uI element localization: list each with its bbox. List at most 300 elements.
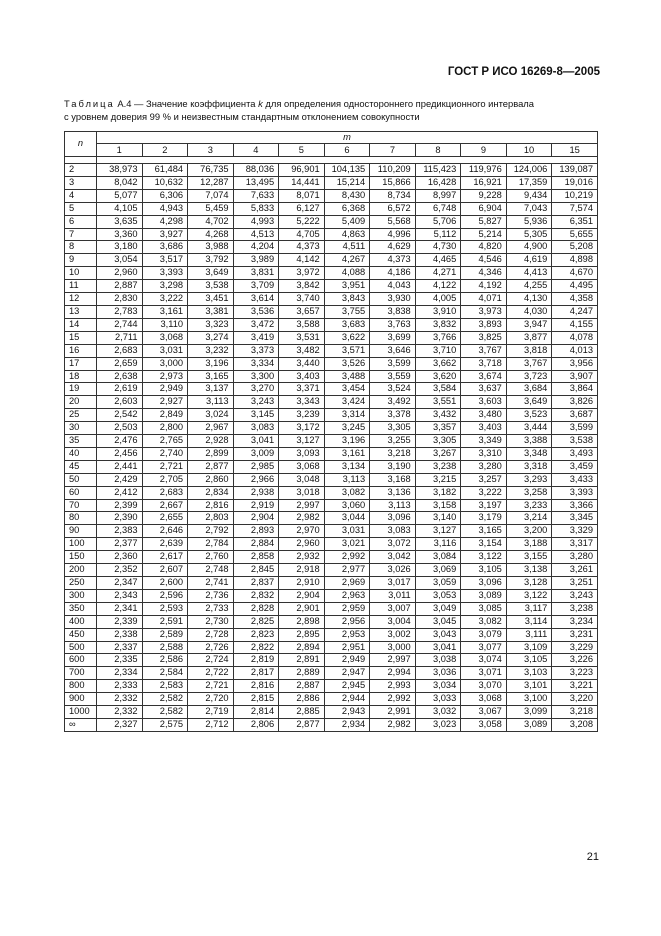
k-value-cell: 2,638	[97, 370, 143, 383]
table-row	[65, 525, 598, 538]
k-value-cell: 3,305	[370, 422, 416, 435]
k-value-cell: 2,895	[279, 628, 325, 641]
k-value-cell: 2,919	[233, 499, 279, 512]
k-value-cell: 5,706	[415, 215, 461, 228]
k-value-cell: 3,635	[97, 215, 143, 228]
document-header: ГОСТ Р ИСО 16269-8—2005	[447, 66, 600, 78]
n-cell: 19	[65, 383, 97, 396]
k-value-cell: 2,949	[324, 654, 370, 667]
k-value-cell: 3,026	[370, 564, 416, 577]
n-cell: 7	[65, 228, 97, 241]
k-value-cell: 2,932	[279, 551, 325, 564]
k-value-cell: 2,960	[97, 267, 143, 280]
k-value-cell: 3,298	[142, 280, 188, 293]
k-value-cell: 3,523	[506, 409, 552, 422]
k-value-cell: 2,973	[142, 370, 188, 383]
k-value-cell: 3,036	[415, 667, 461, 680]
k-value-cell: 17,359	[506, 176, 552, 189]
k-value-cell: 4,863	[324, 228, 370, 241]
k-value-cell: 3,973	[461, 305, 507, 318]
k-value-cell: 2,619	[97, 383, 143, 396]
k-value-cell: 76,735	[188, 164, 234, 177]
k-value-cell: 2,600	[142, 577, 188, 590]
table-row	[65, 228, 598, 241]
k-value-cell: 2,966	[233, 473, 279, 486]
k-value-cell: 3,165	[188, 370, 234, 383]
k-value-cell: 2,889	[279, 667, 325, 680]
n-cell: 35	[65, 435, 97, 448]
table-row	[65, 538, 598, 551]
k-value-cell: 2,588	[142, 641, 188, 654]
k-value-cell: 3,588	[279, 318, 325, 331]
k-value-cell: 2,956	[324, 615, 370, 628]
k-value-cell: 4,495	[552, 280, 598, 293]
m-column-header: 15	[552, 144, 598, 157]
k-value-cell: 2,383	[97, 525, 143, 538]
k-value-cell: 3,393	[142, 267, 188, 280]
k-value-cell: 3,060	[324, 499, 370, 512]
table-row	[65, 577, 598, 590]
k-value-cell: 5,833	[233, 202, 279, 215]
n-cell: 700	[65, 667, 97, 680]
k-value-cell: 4,820	[461, 241, 507, 254]
k-value-cell: 3,024	[188, 409, 234, 422]
n-cell: 6	[65, 215, 97, 228]
table-row	[65, 164, 598, 177]
k-value-cell: 3,222	[461, 486, 507, 499]
k-value-cell: 3,083	[233, 422, 279, 435]
k-value-cell: 2,589	[142, 628, 188, 641]
k-value-cell: 8,734	[370, 189, 416, 202]
table-row	[65, 615, 598, 628]
k-value-cell: 13,495	[233, 176, 279, 189]
k-value-cell: 2,928	[188, 435, 234, 448]
k-value-cell: 3,686	[142, 241, 188, 254]
n-cell: 16	[65, 344, 97, 357]
k-value-cell: 3,221	[552, 680, 598, 693]
k-value-cell: 139,087	[552, 164, 598, 177]
k-value-cell: 2,377	[97, 538, 143, 551]
k-value-cell: 4,071	[461, 293, 507, 306]
k-value-cell: 2,993	[370, 680, 416, 693]
k-value-cell: 119,976	[461, 164, 507, 177]
k-value-cell: 2,740	[142, 447, 188, 460]
k-value-cell: 3,041	[415, 641, 461, 654]
k-value-cell: 2,819	[233, 654, 279, 667]
k-value-cell: 2,893	[233, 525, 279, 538]
k-value-cell: 3,622	[324, 331, 370, 344]
k-value-cell: 3,267	[415, 447, 461, 460]
k-value-cell: 3,231	[552, 628, 598, 641]
k-value-cell: 3,232	[188, 344, 234, 357]
k-value-cell: 2,607	[142, 564, 188, 577]
k-value-cell: 6,748	[415, 202, 461, 215]
k-value-cell: 3,956	[552, 357, 598, 370]
k-value-cell: 3,089	[461, 589, 507, 602]
k-value-cell: 3,099	[506, 706, 552, 719]
n-cell: 90	[65, 525, 97, 538]
k-value-cell: 3,300	[233, 370, 279, 383]
k-value-cell: 3,105	[461, 564, 507, 577]
k-value-cell: 7,574	[552, 202, 598, 215]
k-value-cell: 2,800	[142, 422, 188, 435]
k-value-cell: 3,718	[461, 357, 507, 370]
k-value-cell: 3,345	[552, 512, 598, 525]
n-cell: 60	[65, 486, 97, 499]
k-value-cell: 2,744	[97, 318, 143, 331]
table-row	[65, 331, 598, 344]
k-value-cell: 2,360	[97, 551, 143, 564]
k-value-cell: 3,524	[370, 383, 416, 396]
k-value-cell: 3,145	[233, 409, 279, 422]
k-value-cell: 2,332	[97, 706, 143, 719]
k-value-cell: 5,459	[188, 202, 234, 215]
n-cell: 2	[65, 164, 97, 177]
table-row	[65, 654, 598, 667]
k-value-cell: 5,936	[506, 215, 552, 228]
k-value-cell: 2,721	[188, 680, 234, 693]
k-value-cell: 3,138	[506, 564, 552, 577]
k-value-cell: 2,997	[279, 499, 325, 512]
n-cell: 8	[65, 241, 97, 254]
k-value-cell: 2,951	[324, 641, 370, 654]
coefficient-table	[64, 131, 598, 732]
k-value-cell: 3,233	[506, 499, 552, 512]
k-value-cell: 7,633	[233, 189, 279, 202]
k-value-cell: 3,182	[415, 486, 461, 499]
k-value-cell: 10,219	[552, 189, 598, 202]
k-value-cell: 2,335	[97, 654, 143, 667]
k-value-cell: 2,792	[188, 525, 234, 538]
k-value-cell: 3,127	[415, 525, 461, 538]
table-row	[65, 641, 598, 654]
table-row	[65, 215, 598, 228]
k-value-cell: 3,323	[188, 318, 234, 331]
k-value-cell: 3,042	[370, 551, 416, 564]
k-value-cell: 3,684	[506, 383, 552, 396]
k-value-cell: 3,000	[142, 357, 188, 370]
k-value-cell: 3,792	[188, 254, 234, 267]
k-value-cell: 2,832	[233, 589, 279, 602]
k-value-cell: 3,989	[233, 254, 279, 267]
k-value-cell: 5,214	[461, 228, 507, 241]
k-value-cell: 2,476	[97, 435, 143, 448]
m-column-header: 2	[142, 144, 188, 157]
k-value-cell: 7,074	[188, 189, 234, 202]
k-value-cell: 2,970	[279, 525, 325, 538]
k-value-cell: 3,105	[506, 654, 552, 667]
table-row	[65, 564, 598, 577]
k-value-cell: 4,030	[506, 305, 552, 318]
k-value-cell: 3,599	[370, 357, 416, 370]
k-value-cell: 4,465	[415, 254, 461, 267]
k-value-cell: 2,720	[188, 693, 234, 706]
k-value-cell: 3,947	[506, 318, 552, 331]
k-value-cell: 3,988	[188, 241, 234, 254]
k-value-cell: 2,837	[233, 577, 279, 590]
k-value-cell: 3,910	[415, 305, 461, 318]
n-cell: ∞	[65, 718, 97, 731]
k-value-cell: 6,904	[461, 202, 507, 215]
k-value-cell: 3,134	[324, 460, 370, 473]
k-value-cell: 3,226	[552, 654, 598, 667]
k-value-cell: 4,358	[552, 293, 598, 306]
k-value-cell: 2,722	[188, 667, 234, 680]
k-value-cell: 3,100	[506, 693, 552, 706]
table-row	[65, 305, 598, 318]
k-value-cell: 2,910	[279, 577, 325, 590]
table-row	[65, 189, 598, 202]
table-row	[65, 628, 598, 641]
n-cell: 300	[65, 589, 97, 602]
k-value-cell: 3,349	[461, 435, 507, 448]
k-value-cell: 2,584	[142, 667, 188, 680]
k-value-cell: 2,399	[97, 499, 143, 512]
n-cell: 200	[65, 564, 97, 577]
table-row	[65, 202, 598, 215]
k-value-cell: 6,127	[279, 202, 325, 215]
k-value-cell: 3,223	[552, 667, 598, 680]
k-value-cell: 3,122	[506, 589, 552, 602]
k-value-cell: 3,440	[279, 357, 325, 370]
k-value-cell: 2,806	[233, 718, 279, 731]
k-value-cell: 3,419	[233, 331, 279, 344]
caption-label: Таблица	[64, 98, 115, 109]
table-row	[65, 473, 598, 486]
k-value-cell: 2,885	[279, 706, 325, 719]
k-value-cell: 19,016	[552, 176, 598, 189]
k-value-cell: 3,002	[370, 628, 416, 641]
k-value-cell: 2,891	[279, 654, 325, 667]
k-value-cell: 16,921	[461, 176, 507, 189]
k-value-cell: 3,079	[461, 628, 507, 641]
table-row	[65, 254, 598, 267]
k-value-cell: 3,649	[506, 396, 552, 409]
k-value-cell: 2,726	[188, 641, 234, 654]
k-value-cell: 2,582	[142, 693, 188, 706]
k-value-cell: 3,158	[415, 499, 461, 512]
k-value-cell: 3,538	[188, 280, 234, 293]
m-column-header: 8	[415, 144, 461, 157]
k-value-cell: 2,884	[233, 538, 279, 551]
k-value-cell: 2,603	[97, 396, 143, 409]
k-value-cell: 3,893	[461, 318, 507, 331]
k-value-cell: 3,388	[506, 435, 552, 448]
k-value-cell: 2,953	[324, 628, 370, 641]
k-value-cell: 2,721	[142, 460, 188, 473]
n-cell: 45	[65, 460, 97, 473]
n-cell: 900	[65, 693, 97, 706]
k-value-cell: 61,484	[142, 164, 188, 177]
k-value-cell: 4,619	[506, 254, 552, 267]
k-value-cell: 3,136	[370, 486, 416, 499]
k-value-cell: 3,215	[415, 473, 461, 486]
k-value-cell: 2,963	[324, 589, 370, 602]
k-value-cell: 4,155	[552, 318, 598, 331]
k-value-cell: 3,257	[461, 473, 507, 486]
k-value-cell: 2,823	[233, 628, 279, 641]
k-value-cell: 2,982	[279, 512, 325, 525]
k-value-cell: 2,959	[324, 602, 370, 615]
k-value-cell: 3,000	[370, 641, 416, 654]
k-value-cell: 3,238	[415, 460, 461, 473]
k-value-cell: 2,390	[97, 512, 143, 525]
k-value-cell: 3,033	[415, 693, 461, 706]
k-value-cell: 3,188	[506, 538, 552, 551]
k-value-cell: 3,280	[552, 551, 598, 564]
k-value-cell: 6,368	[324, 202, 370, 215]
k-value-cell: 3,517	[142, 254, 188, 267]
table-row	[65, 422, 598, 435]
m-column-header: 6	[324, 144, 370, 157]
k-value-cell: 4,186	[370, 267, 416, 280]
table-row	[65, 293, 598, 306]
k-value-cell: 3,101	[506, 680, 552, 693]
n-cell: 100	[65, 538, 97, 551]
m-column-header: 10	[506, 144, 552, 157]
k-value-cell: 3,699	[370, 331, 416, 344]
k-value-cell: 2,347	[97, 577, 143, 590]
k-value-cell: 3,128	[506, 577, 552, 590]
table-body	[65, 157, 598, 732]
k-value-cell: 3,378	[370, 409, 416, 422]
k-value-cell: 4,513	[233, 228, 279, 241]
k-value-cell: 2,337	[97, 641, 143, 654]
k-value-cell: 2,711	[97, 331, 143, 344]
table-row	[65, 409, 598, 422]
k-value-cell: 3,538	[552, 435, 598, 448]
k-value-cell: 3,074	[461, 654, 507, 667]
k-value-cell: 3,662	[415, 357, 461, 370]
k-value-cell: 3,109	[506, 641, 552, 654]
k-value-cell: 3,258	[506, 486, 552, 499]
k-value-cell: 3,972	[279, 267, 325, 280]
k-value-cell: 3,196	[324, 435, 370, 448]
n-cell: 250	[65, 577, 97, 590]
n-cell: 3	[65, 176, 97, 189]
k-value-cell: 3,114	[506, 615, 552, 628]
k-value-cell: 4,247	[552, 305, 598, 318]
k-value-cell: 3,826	[552, 396, 598, 409]
k-value-cell: 3,832	[415, 318, 461, 331]
n-cell: 350	[65, 602, 97, 615]
k-value-cell: 2,646	[142, 525, 188, 538]
k-value-cell: 3,838	[370, 305, 416, 318]
k-value-cell: 3,310	[461, 447, 507, 460]
k-value-cell: 4,346	[461, 267, 507, 280]
k-value-cell: 3,023	[415, 718, 461, 731]
k-value-cell: 2,834	[188, 486, 234, 499]
k-value-cell: 3,531	[279, 331, 325, 344]
n-cell: 9	[65, 254, 97, 267]
k-value-cell: 3,842	[279, 280, 325, 293]
k-value-cell: 3,454	[324, 383, 370, 396]
k-value-cell: 3,154	[461, 538, 507, 551]
k-value-cell: 3,270	[233, 383, 279, 396]
k-value-cell: 2,899	[188, 447, 234, 460]
k-value-cell: 3,843	[324, 293, 370, 306]
k-value-cell: 3,067	[461, 706, 507, 719]
k-value-cell: 4,271	[415, 267, 461, 280]
k-value-cell: 3,031	[142, 344, 188, 357]
k-value-cell: 3,018	[279, 486, 325, 499]
table-row	[65, 447, 598, 460]
k-value-cell: 4,413	[506, 267, 552, 280]
k-value-cell: 88,036	[233, 164, 279, 177]
k-value-cell: 4,267	[324, 254, 370, 267]
k-value-cell: 3,334	[233, 357, 279, 370]
k-value-cell: 3,343	[279, 396, 325, 409]
k-value-cell: 4,043	[370, 280, 416, 293]
table-row	[65, 680, 598, 693]
k-value-cell: 3,755	[324, 305, 370, 318]
k-value-cell: 4,373	[279, 241, 325, 254]
k-value-cell: 3,239	[279, 409, 325, 422]
k-value-cell: 4,702	[188, 215, 234, 228]
k-value-cell: 2,639	[142, 538, 188, 551]
k-value-cell: 4,192	[461, 280, 507, 293]
k-value-cell: 3,096	[370, 512, 416, 525]
k-value-cell: 2,860	[188, 473, 234, 486]
k-value-cell: 2,886	[279, 693, 325, 706]
k-value-cell: 4,142	[279, 254, 325, 267]
k-value-cell: 2,593	[142, 602, 188, 615]
n-cell: 14	[65, 318, 97, 331]
k-value-cell: 3,393	[552, 486, 598, 499]
k-value-cell: 3,261	[552, 564, 598, 577]
k-value-cell: 3,373	[233, 344, 279, 357]
n-cell: 18	[65, 370, 97, 383]
k-value-cell: 3,045	[415, 615, 461, 628]
table-row	[65, 344, 598, 357]
n-cell: 150	[65, 551, 97, 564]
k-value-cell: 2,858	[233, 551, 279, 564]
k-value-cell: 2,949	[142, 383, 188, 396]
table-row	[65, 667, 598, 680]
table-row	[65, 435, 598, 448]
table-row	[65, 176, 598, 189]
k-value-cell: 3,482	[279, 344, 325, 357]
table-row	[65, 589, 598, 602]
k-value-cell: 3,048	[279, 473, 325, 486]
k-value-cell: 6,351	[552, 215, 598, 228]
k-value-cell: 2,784	[188, 538, 234, 551]
k-value-cell: 2,938	[233, 486, 279, 499]
m-column-header: 9	[461, 144, 507, 157]
k-value-cell: 3,318	[506, 460, 552, 473]
k-value-cell: 3,229	[552, 641, 598, 654]
k-value-cell: 9,434	[506, 189, 552, 202]
k-value-cell: 3,614	[233, 293, 279, 306]
page-number: 21	[586, 851, 599, 863]
k-value-cell: 3,190	[370, 460, 416, 473]
k-value-cell: 3,314	[324, 409, 370, 422]
k-value-cell: 3,021	[324, 538, 370, 551]
k-value-cell: 5,655	[552, 228, 598, 241]
k-value-cell: 4,943	[142, 202, 188, 215]
m-column-header: 3	[188, 144, 234, 157]
n-cell: 800	[65, 680, 97, 693]
k-value-cell: 2,814	[233, 706, 279, 719]
spacer-cell	[65, 157, 97, 164]
k-value-cell: 3,274	[188, 331, 234, 344]
k-value-cell: 2,825	[233, 615, 279, 628]
table-row	[65, 499, 598, 512]
k-value-cell: 3,459	[552, 460, 598, 473]
k-value-cell: 6,572	[370, 202, 416, 215]
k-value-cell: 2,352	[97, 564, 143, 577]
k-value-cell: 3,161	[324, 447, 370, 460]
